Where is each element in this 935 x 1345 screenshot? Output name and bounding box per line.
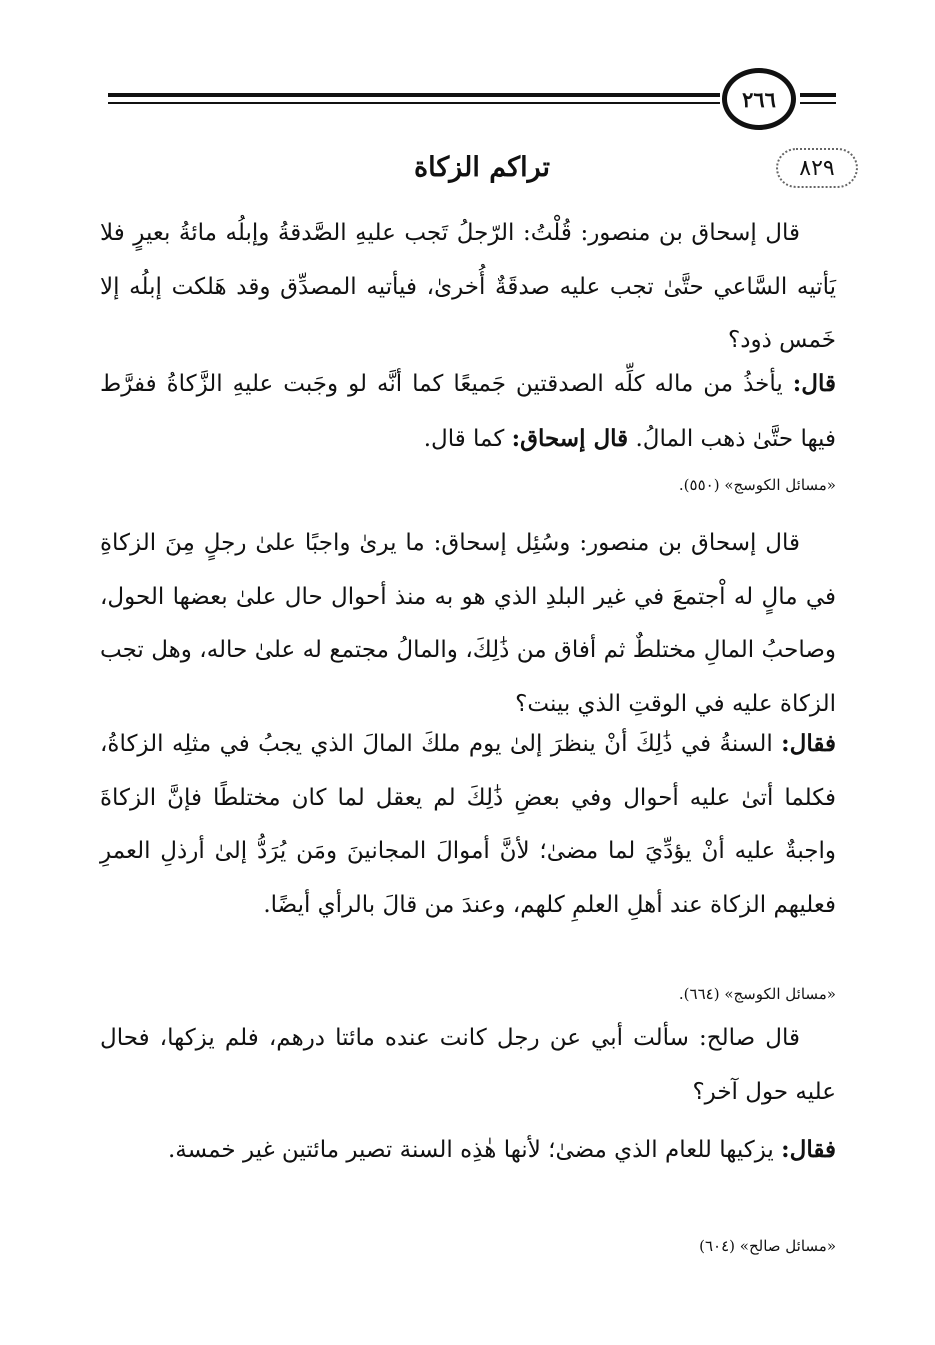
answer-text: يزكيها للعام الذي مضىٰ؛ لأنها هٰذِه السنة تصير مائتين غير خمسة.: [167, 1137, 774, 1163]
answer-label: فقال:: [781, 730, 837, 757]
entry-1-answer: [100, 357, 836, 466]
question-text: قال إسحاق بن منصور: وسُئِل إسحاق: ما يرىٰ واجبًا علىٰ رجلٍ مِنَ الزكاةِ في مالٍ له اْجتمعَ في غير البلدِ الذي هو به منذ أحوال حال علىٰ بعضها الحول، وصاحبُ المالِ مختلطٌ ثم أفاق من ذَٰلِكَ، والمالُ مجتمع له علىٰ حاله، وهل تجب الزكاة عليه في الوقتِ الذي بينت؟: [100, 530, 836, 717]
entry-2-answer: [100, 717, 836, 932]
entry-3-answer: [100, 1123, 836, 1178]
answer-text: السنةُ في ذَٰلِكَ أنْ ينظرَ إلىٰ يوم ملكَ المالَ الذي يجبُ في مثلِه الزكاةُ، فكلما أتىٰ عليه أحوال وفي بعضِ ذَٰلِكَ لم يعقل لما كان مختلطًا فإنَّ الزكاةَ واجبةٌ عليه أنْ يؤدِّيَ لما مضىٰ؛ لأنَّ أموالَ المجانينَ ومَن يُرَدُّ إلىٰ أرذلِ العمرِ فعليهم الزكاة عند أهلِ العلمِ كلهم، وعندَ من قالَ بالرأي أيضًا.: [100, 731, 836, 918]
entry-2-question: [100, 517, 836, 731]
chapter-title: تراكم الزكاة: [414, 152, 550, 183]
source-citation: «مسائل الكوسج» (٥٥٠).: [678, 476, 836, 494]
entry-3-question: [100, 1012, 836, 1119]
source-citation: «مسائل صالح» (٦٠٤): [699, 1237, 836, 1255]
answer2-text: كما قال.: [423, 425, 505, 452]
header-rule-end: [800, 93, 836, 97]
page-number-oval: [722, 68, 796, 130]
header-rule-end-thin: [800, 102, 836, 104]
source-citation: «مسائل الكوسج» (٦٦٤).: [678, 985, 836, 1003]
header-rule-thin: [108, 102, 720, 104]
header-rule: [108, 93, 720, 97]
answer-text: يأخذُ من ماله كلِّه الصدقتين جَميعًا كما أنَّه لو وجَبت عليهِ الزَّكاةُ ففرَّط فيها حتَّىٰ ذهب المالُ.: [100, 371, 836, 452]
issue-number: ٨٢٩: [799, 155, 835, 181]
issue-number-badge: [776, 148, 858, 188]
answer2-label: قال إسحاق:: [511, 424, 629, 452]
question-text: قال صالح: سألت أبي عن رجل كانت عنده مائتا درهم، فلم يزكها، فحال عليه حول آخر؟: [100, 1025, 836, 1105]
answer-label: قال:: [792, 370, 837, 397]
entry-1-question: [100, 207, 836, 368]
question-text: قال إسحاق بن منصور: قُلْتُ: الرّجلُ تَجب عليهِ الصَّدقةُ وإبلُه مائةُ بعيرٍ فلا يَأتيه السَّاعي حتَّىٰ تجب عليه صدقَةٌ أُخرىٰ، فيأتيه المصدِّق وقد هَلكت إبلُه إلا خَمس ذود؟: [100, 220, 836, 353]
answer-label: فقال:: [781, 1136, 836, 1163]
page-number: ٢٦٦: [742, 86, 776, 112]
